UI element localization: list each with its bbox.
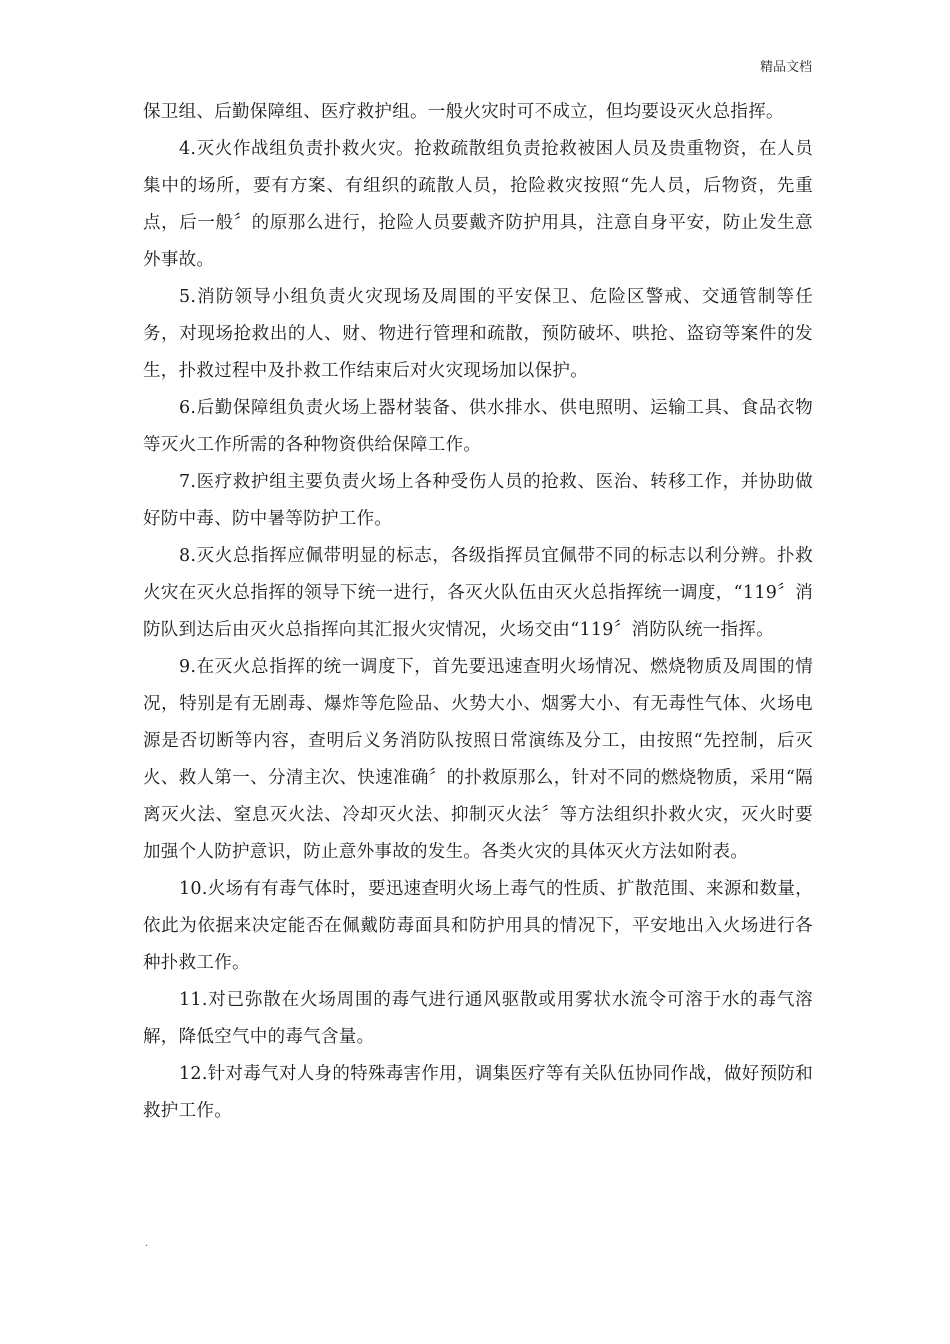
paragraph-item-7: 7.医疗救护组主要负责火场上各种受伤人员的抢救、医治、转移工作，并协助做好防中毒、防中暑等防护工作。 [143, 472, 813, 529]
document-header-label: 精品文档 [759, 60, 812, 75]
paragraph-item-6: 6.后勤保障组负责火场上器材装备、供水排水、供电照明、运输工具、食品衣物等灭火工作所需的各种物资供给保障工作。 [143, 398, 813, 455]
paragraph-item-9: 9.在灭火总指挥的统一调度下，首先要迅速查明火场情况、燃烧物质及周围的情况，特别是有无剧毒、爆炸等危险品、火势大小、烟雾大小、有无毒性气体、火场电源是否切断等内容，查明后义务消防队按照日常演练及分工，由按照“先控制，后灭火、救人第一、分清主次、快速准确〞的扑救原那么，针对不同的燃烧物质，采用“隔离灭火法、窒息灭火法、冷却灭火法、抑制灭火法〞等方法组织扑救火灾，灭火时要加强个人防护意识，防止意外事故的发生。各类火灾的具体灭火方法如附表。 [143, 657, 813, 862]
footer-mark: . [145, 1238, 149, 1249]
paragraph-item-5: 5.消防领导小组负责火灾现场及周围的平安保卫、危险区警戒、交通管制等任务，对现场抢救出的人、财、物进行管理和疏散，预防破坏、哄抢、盗窃等案件的发生，扑救过程中及扑救工作结束后对火灾现场加以保护。 [143, 287, 813, 381]
paragraph-continuation: 保卫组、后勤保障组、医疗救护组。一般火灾时可不成立，但均要设灭火总指挥。 [143, 102, 784, 122]
paragraph-item-4: 4.灭火作战组负责扑救火灾。抢救疏散组负责抢救被困人员及贵重物资，在人员集中的场所，要有方案、有组织的疏散人员，抢险救灾按照“先人员，后物资，先重点，后一般〞的原那么进行，抢险人员要戴齐防护用具，注意自身平安，防止发生意外事故。 [143, 139, 813, 270]
paragraph-item-12: 12.针对毒气对人身的特殊毒害作用，调集医疗等有关队伍协同作战，做好预防和救护工作。 [143, 1064, 813, 1121]
paragraph-item-8: 8.灭火总指挥应佩带明显的标志，各级指挥员宜佩带不同的标志以利分辨。扑救火灾在灭火总指挥的领导下统一进行，各灭火队伍由灭火总指挥统一调度，“119〞消防队到达后由灭火总指挥向其汇报火灾情况，火场交由“119〞消防队统一指挥。 [143, 546, 813, 640]
paragraph-item-10: 10.火场有有毒气体时，要迅速查明火场上毒气的性质、扩散范围、来源和数量，依此为依据来决定能否在佩戴防毒面具和防护用具的情况下，平安地出入火场进行各种扑救工作。 [143, 879, 813, 973]
paragraph-item-11: 11.对已弥散在火场周围的毒气进行通风驱散或用雾状水流令可溶于水的毒气溶解，降低空气中的毒气含量。 [143, 990, 813, 1047]
document-body [143, 94, 813, 1130]
